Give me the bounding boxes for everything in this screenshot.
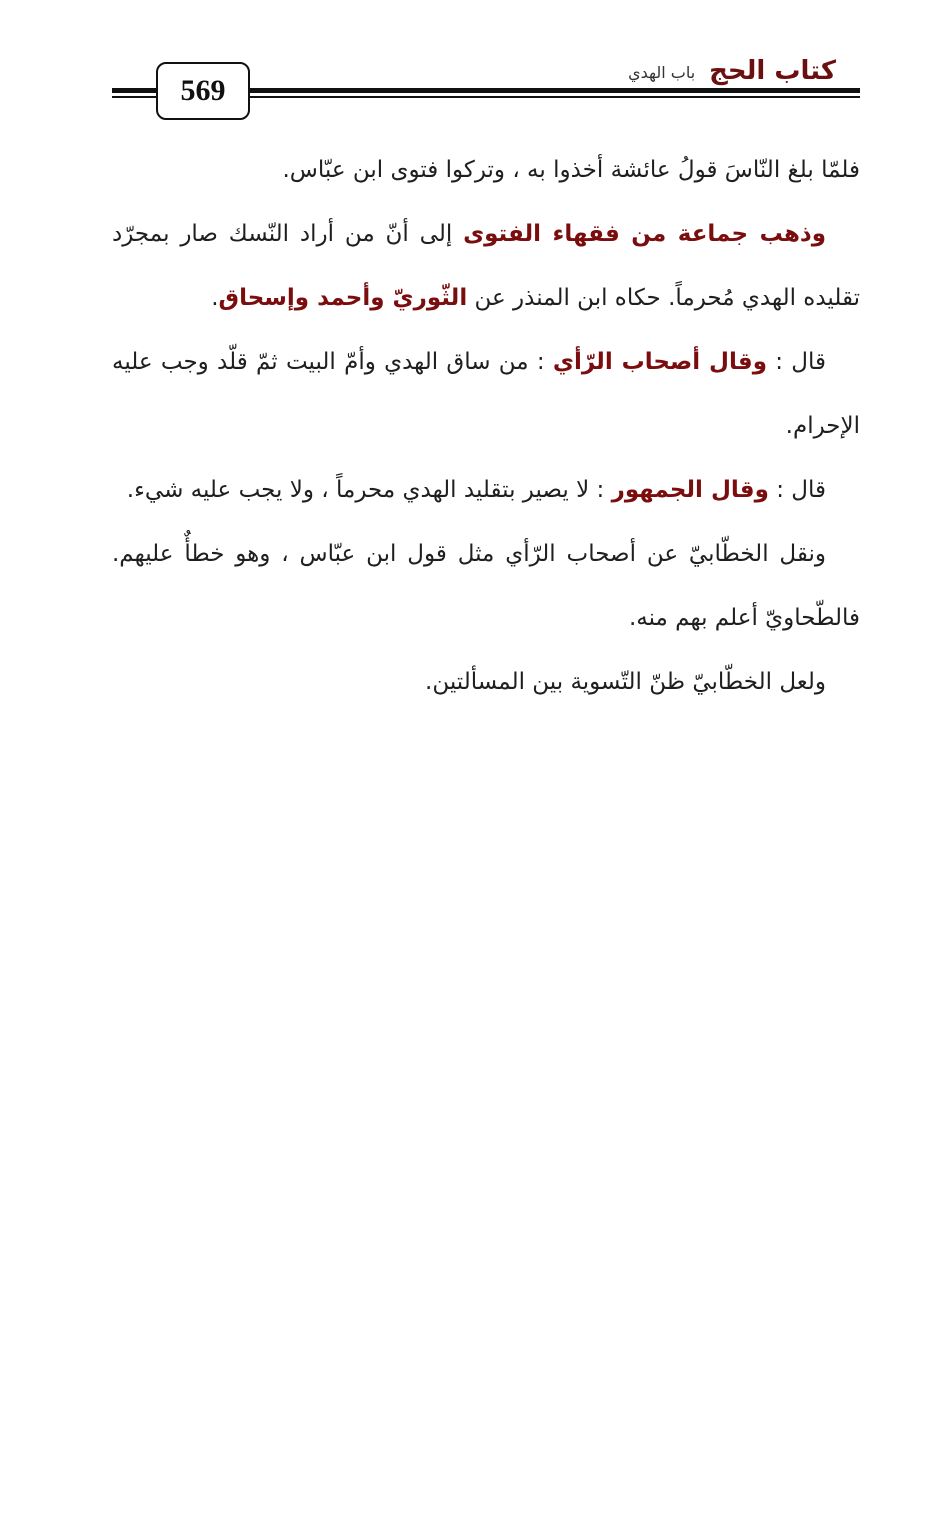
paragraph bbox=[112, 330, 860, 458]
book-title: كتاب الحج bbox=[709, 56, 836, 86]
paragraph bbox=[112, 202, 860, 330]
text-segment: قال : bbox=[767, 349, 826, 375]
paragraph bbox=[112, 522, 860, 650]
chapter-title: باب الهدي bbox=[628, 63, 696, 82]
highlighted-term: وقال الجمهور bbox=[611, 477, 769, 503]
paragraph bbox=[112, 650, 860, 714]
text-segment: ونقل الخطّابيّ عن أصحاب الرّأي مثل قول ابن عبّاس ، وهو خطأٌ عليهم. فالطّحاويّ أعلم بهم منه. bbox=[112, 541, 860, 631]
paragraph bbox=[112, 458, 860, 522]
paragraph bbox=[112, 138, 860, 202]
running-head bbox=[628, 50, 836, 86]
text-segment: إلى أنّ من أراد النّسك صار بمجرّد تقليده الهدي مُحرماً. حكاه ابن المنذر عن bbox=[112, 221, 860, 311]
highlighted-term: وقال أصحاب الرّأي bbox=[552, 349, 767, 375]
body-text bbox=[112, 138, 860, 714]
text-segment: . bbox=[211, 285, 219, 311]
text-segment: ولعل الخطّابيّ ظنّ التّسوية بين المسألتين. bbox=[425, 669, 826, 695]
highlighted-term: وذهب جماعة من فقهاء الفتوى bbox=[463, 221, 826, 247]
page-number: 569 bbox=[156, 62, 250, 120]
text-segment: فلمّا بلغ النّاسَ قولُ عائشة أخذوا به ، وتركوا فتوى ابن عبّاس. bbox=[282, 157, 860, 183]
text-segment: : لا يصير بتقليد الهدي محرماً ، ولا يجب عليه شيء. bbox=[126, 477, 612, 503]
highlighted-term: الثّوريّ وأحمد وإسحاق bbox=[218, 285, 468, 311]
text-segment: قال : bbox=[768, 477, 826, 503]
page-header bbox=[112, 50, 860, 122]
text-segment: : من ساق الهدي وأمّ البيت ثمّ قلّد وجب عليه الإحرام. bbox=[112, 349, 860, 439]
